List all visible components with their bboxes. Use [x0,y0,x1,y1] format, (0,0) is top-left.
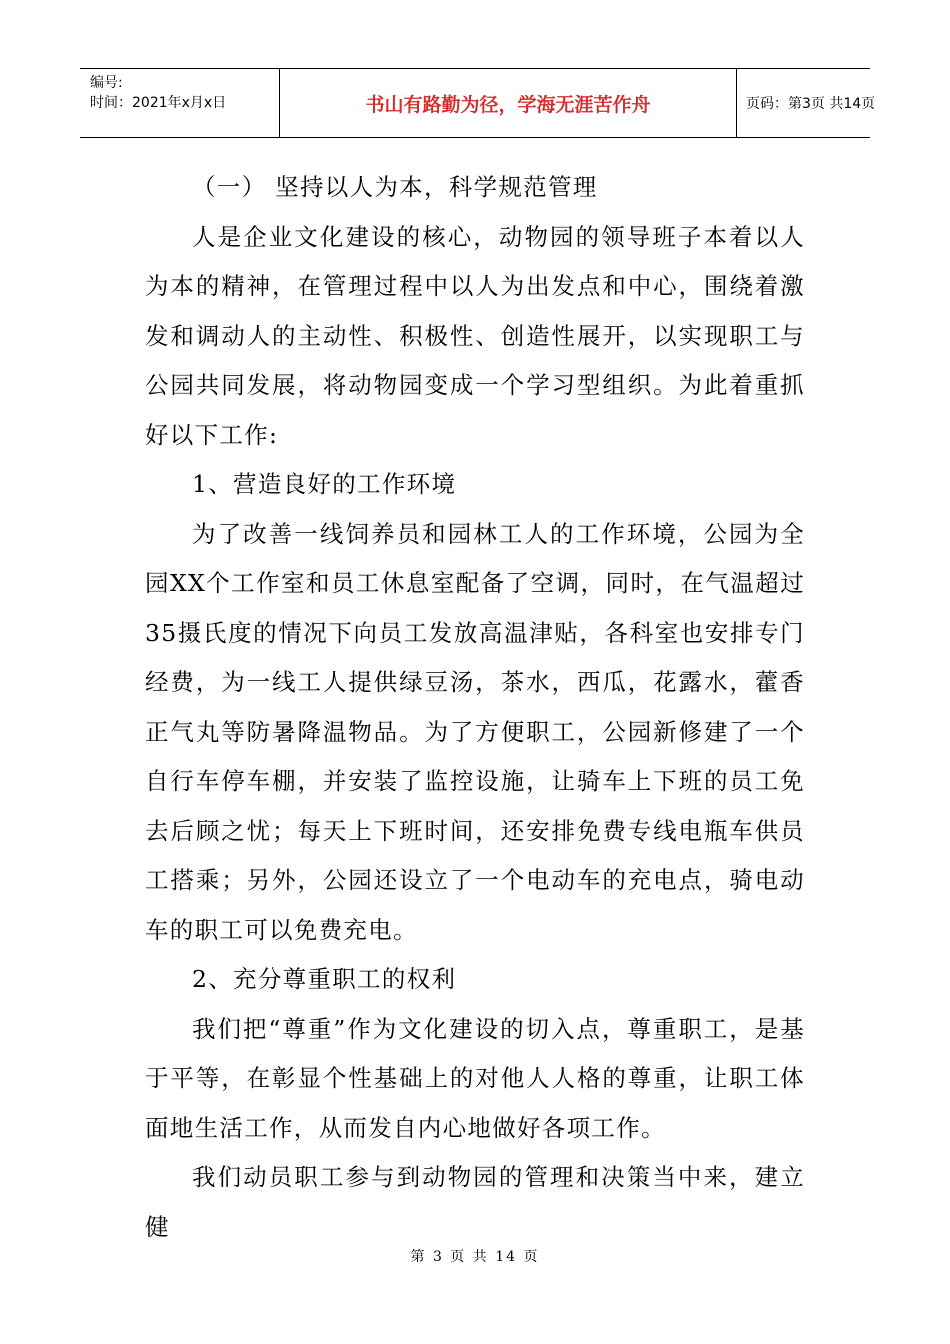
subheading: 1、营造良好的工作环境 [192,470,457,498]
subheading: 2、充分尊重职工的权利 [192,965,457,993]
time-label: 时间：2021年x月x日 [90,95,227,111]
paragraph: 人是企业文化建设的核心，动物园的领导班子本着以人为本的精神，在管理过程中以人为出发点和中心，围绕着激发和调动人的主动性、积极性、创造性展开，以实现职工与公园共同发展，将动物园变成一个学习型组织。为此着重抓好以下工作: [145,222,805,449]
paragraph: 为了改善一线饲养员和园林工人的工作环境，公园为全园XX个工作室和员工休息室配备了空调，同时，在气温超过35摄氏度的情况下向员工发放高温津贴，各科室也安排专门经费，为一线工人提供绿豆汤，茶水，西瓜，花露水，藿香正气丸等防暑降温物品。为了方便职工，公园新修建了一个自行车停车棚，并安装了监控设施，让骑车上下班的员工免去后顾之忧；每天上下班时间，还安排免费专线电瓶车供员工搭乘；另外，公园还设立了一个电动车的充电点，骑电动车的职工可以免费充电。 [145,519,805,944]
number-label: 编号: [90,75,123,91]
header-meta-cell [80,69,280,137]
document-body [145,163,805,1252]
section-heading: （一） 坚持以人为本，科学规范管理 [192,173,598,201]
motto: 书山有路勤为径，学海无涯苦作舟 [280,69,737,137]
page-footer: 第 3 页 共 14 页 [410,1249,540,1265]
paragraph: 我们把“尊重”作为文化建设的切入点，尊重职工，是基于平等，在彰显个性基础上的对他人人格的尊重，让职工体面地生活工作，从而发自内心地做好各项工作。 [145,1014,805,1142]
page-label: 页码：第3页 共14页 [746,96,876,112]
paragraph: 我们动员职工参与到动物园的管理和决策当中来，建立健 [145,1163,805,1241]
header-table [80,68,876,138]
